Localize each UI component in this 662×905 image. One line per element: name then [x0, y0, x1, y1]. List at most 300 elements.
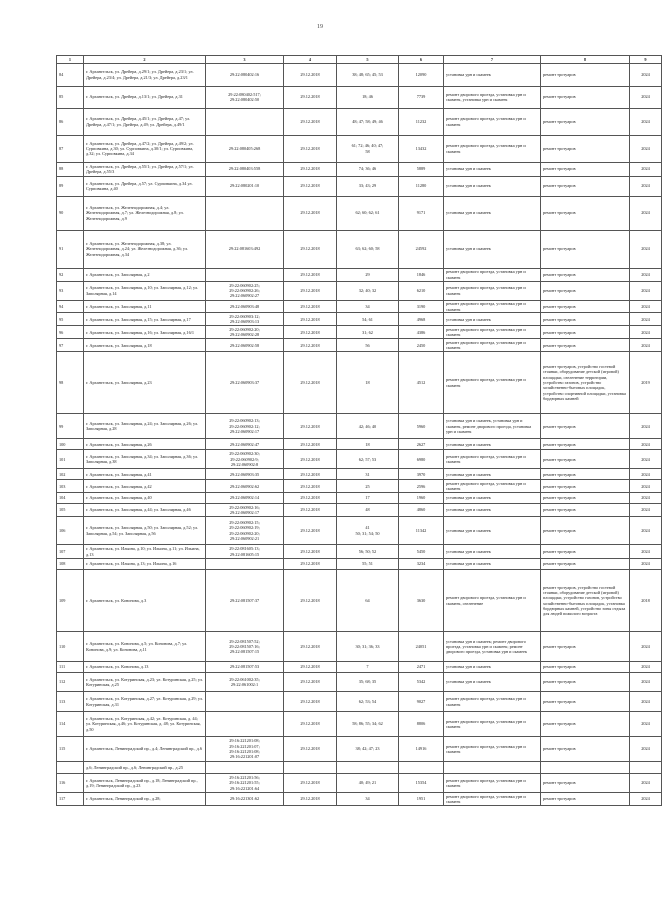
area-cell: 12090: [399, 63, 444, 86]
houses-cell: 62; 53; 54: [337, 692, 399, 712]
houses-cell: 30; 31; 36; 33: [337, 632, 399, 662]
cadastral-number-cell: 29:16:221201:08; 29:16:221201:07; 29:16:221201:08; 29:16:221201:07: [206, 737, 284, 762]
address-cell: г. Архангельск, ул. Дрейера, д.55/1; ул. Дрейера, д.57/1; ул. Дрейера, д.55/3: [84, 162, 206, 176]
houses-cell: 18: [337, 439, 399, 450]
year-cell: 2024: [630, 662, 662, 673]
address-cell: г. Архангельск, Ленинградский пр., д.18; Ленинградский пр., д.19; Ленинградский пр., д.23: [84, 774, 206, 793]
cadastral-number-cell: 29:22:080201:10: [206, 176, 284, 196]
works-description-cell: установка урн и скамеек: [444, 230, 541, 268]
table-row: [57, 339, 662, 352]
header-cell: 8: [541, 56, 630, 64]
additional-works-cell: ремонт тротуаров: [541, 326, 630, 339]
area-cell: 5450: [399, 545, 444, 559]
cadastral-number-cell: 29:22:060902:15; 29:22:060902:19; 29:22:060902:20; 29:22:060902:21: [206, 517, 284, 545]
date-cell: 29.12.2018: [284, 793, 337, 806]
header-cell: 2: [84, 56, 206, 64]
area-cell: 1846: [399, 268, 444, 281]
row-number-cell: 97: [57, 339, 84, 352]
row-number-cell: 86: [57, 108, 84, 135]
cadastral-number-cell: [206, 559, 284, 570]
cadastral-number-cell: 29:22:080403:558: [206, 162, 284, 176]
area-cell: 3970: [399, 469, 444, 480]
date-cell: 29.12.2018: [284, 108, 337, 135]
additional-works-cell: ремонт тротуаров: [541, 108, 630, 135]
table-row: [57, 313, 662, 326]
address-cell: г. Архангельск, ул. Заполярная, д.50; ул. Заполярная, д.52; ул. Заполярная, д.54; ул. Заполярная, д.56: [84, 517, 206, 545]
works-description-cell: установка урн и скамеек: [444, 469, 541, 480]
year-cell: [630, 762, 662, 774]
year-cell: 2024: [630, 414, 662, 439]
row-number-cell: 92: [57, 268, 84, 281]
table-row: [57, 493, 662, 504]
houses-cell: 74; 36; 46: [337, 162, 399, 176]
address-cell: г. Архангельск, ул. Дрейера, д.29/1; ул. Дрейера, д.23/1; ул. Дрейера, д.23/4; ул. Дрейера, д.21/3; ул. Дрейера, д.23/1: [84, 63, 206, 86]
works-description-cell: ремонт дворового проезда, установка урн и скамеек: [444, 774, 541, 793]
cadastral-number-cell: 29:22:060902:58: [206, 339, 284, 352]
works-description-cell: установка урн и скамеек: [444, 493, 541, 504]
row-number-cell: 114: [57, 712, 84, 737]
cadastral-number-cell: [206, 762, 284, 774]
year-cell: 2024: [630, 300, 662, 313]
year-cell: 2024: [630, 63, 662, 86]
houses-cell: 38; 48; 65; 45; 53: [337, 63, 399, 86]
address-cell: г. Архангельск, ул. Кононова, д.13: [84, 662, 206, 673]
year-cell: 2024: [630, 712, 662, 737]
date-cell: 29.12.2018: [284, 162, 337, 176]
cadastral-number-cell: 29:22:081507:52; 29:22:081507:16; 29:22:081507:15: [206, 632, 284, 662]
additional-works-cell: ремонт тротуаров: [541, 230, 630, 268]
date-cell: 29.12.2018: [284, 737, 337, 762]
houses-cell: 18; 46: [337, 86, 399, 108]
area-cell: 6210: [399, 281, 444, 300]
table-row: [57, 281, 662, 300]
works-description-cell: установка урн и скамеек: [444, 673, 541, 692]
row-number-cell: 102: [57, 469, 84, 480]
row-number-cell: 84: [57, 63, 84, 86]
address-cell: г. Архангельск, ул. Заполярная, д.10; ул. Заполярная, д.12; ул. Заполярная, д.14: [84, 281, 206, 300]
cadastral-number-cell: 29:22:081507:37: [206, 570, 284, 632]
area-cell: 2450: [399, 339, 444, 352]
date-cell: 29.12.2018: [284, 414, 337, 439]
table-row: [57, 108, 662, 135]
works-description-cell: ремонт дворового проезда, установка урн и скамеек: [444, 326, 541, 339]
header-cell: 3: [206, 56, 284, 64]
row-number-cell: 87: [57, 135, 84, 162]
address-cell: г. Архангельск, ул. Заполярная, д.24; ул. Заполярная, д.26; ул. Заполярная, д.28: [84, 414, 206, 439]
houses-cell: 32; 40; 32: [337, 281, 399, 300]
year-cell: 2024: [630, 450, 662, 469]
table-row: [57, 414, 662, 439]
houses-cell: 58; 86; 55; 34; 62: [337, 712, 399, 737]
row-number-cell: 89: [57, 176, 84, 196]
area-cell: 2596: [399, 480, 444, 493]
works-description-cell: ремонт дворового проезда, установка урн и скамеек: [444, 268, 541, 281]
cadastral-number-cell: 29:22:080405:268: [206, 135, 284, 162]
cadastral-number-cell: 29:22:060902:16; 29:22:060902:17: [206, 504, 284, 517]
area-cell: 11342: [399, 517, 444, 545]
additional-works-cell: ремонт тротуаров: [541, 545, 630, 559]
area-cell: 11280: [399, 176, 444, 196]
houses-cell: 48; 47; 58; 49; 46: [337, 108, 399, 135]
year-cell: 2024: [630, 326, 662, 339]
row-number-cell: 85: [57, 86, 84, 108]
additional-works-cell: ремонт тротуаров: [541, 737, 630, 762]
year-cell: 2024: [630, 493, 662, 504]
improvement-table: [56, 55, 662, 806]
row-number-cell: 108: [57, 559, 84, 570]
area-cell: 8806: [399, 712, 444, 737]
table-body: [57, 63, 662, 805]
table-row: [57, 86, 662, 108]
table-row: [57, 162, 662, 176]
date-cell: 29.12.2018: [284, 135, 337, 162]
header-cell: 9: [630, 56, 662, 64]
additional-works-cell: ремонт тротуаров: [541, 162, 630, 176]
additional-works-cell: ремонт тротуаров: [541, 793, 630, 806]
works-description-cell: установка урн и скамеек: [444, 63, 541, 86]
date-cell: 29.12.2018: [284, 313, 337, 326]
year-cell: 2024: [630, 737, 662, 762]
additional-works-cell: ремонт тротуаров: [541, 712, 630, 737]
cadastral-number-cell: 29:22:060902:62: [206, 480, 284, 493]
area-cell: 24051: [399, 632, 444, 662]
houses-cell: [337, 762, 399, 774]
cadastral-number-cell: [206, 108, 284, 135]
cadastral-number-cell: 29:22:060902:47: [206, 439, 284, 450]
works-description-cell: ремонт дворового проезда, установка урн и скамеек, установка урн и скамеек: [444, 86, 541, 108]
table-row: [57, 196, 662, 230]
row-number-cell: 107: [57, 545, 84, 559]
header-cell: 6: [399, 56, 444, 64]
date-cell: 29.12.2018: [284, 326, 337, 339]
table-row: [57, 517, 662, 545]
table-row: [57, 692, 662, 712]
address-cell: г. Архангельск, ул. Кононова, д.3: [84, 570, 206, 632]
works-description-cell: ремонт дворового проезда, установка урн и скамеек, озеленение: [444, 570, 541, 632]
table-row: [57, 469, 662, 480]
table-row: [57, 774, 662, 793]
year-cell: 2024: [630, 517, 662, 545]
works-description-cell: ремонт дворового проезда, установка урн и скамеек: [444, 737, 541, 762]
year-cell: 2024: [630, 268, 662, 281]
additional-works-cell: [541, 762, 630, 774]
year-cell: 2024: [630, 135, 662, 162]
area-cell: 3234: [399, 559, 444, 570]
row-number-cell: 113: [57, 692, 84, 712]
row-number-cell: 95: [57, 313, 84, 326]
year-cell: 2024: [630, 774, 662, 793]
table-row: [57, 135, 662, 162]
additional-works-cell: ремонт тротуаров: [541, 774, 630, 793]
cadastral-number-cell: 29:16:221301:62: [206, 793, 284, 806]
page-number: 19: [317, 24, 323, 30]
table-row: [57, 545, 662, 559]
year-cell: 2024: [630, 108, 662, 135]
houses-cell: 54; 61: [337, 313, 399, 326]
date-cell: 29.12.2018: [284, 300, 337, 313]
houses-cell: 34: [337, 793, 399, 806]
houses-cell: 40; 49; 21: [337, 774, 399, 793]
table-row: [57, 326, 662, 339]
additional-works-cell: ремонт тротуаров: [541, 504, 630, 517]
row-number-cell: 101: [57, 450, 84, 469]
table-row: [57, 176, 662, 196]
table-row: [57, 737, 662, 762]
area-cell: 4968: [399, 313, 444, 326]
additional-works-cell: ремонт тротуаров: [541, 632, 630, 662]
additional-works-cell: ремонт тротуаров: [541, 450, 630, 469]
address-cell: г. Архангельск, ул. Заполярная, д.11: [84, 300, 206, 313]
row-number-cell: 105: [57, 504, 84, 517]
cadastral-number-cell: 29:22:080402:16: [206, 63, 284, 86]
table-row: [57, 63, 662, 86]
table-row: [57, 300, 662, 313]
works-description-cell: ремонт дворового проезда, установка урн и скамеек: [444, 712, 541, 737]
date-cell: 29.12.2018: [284, 339, 337, 352]
date-cell: 29.12.2018: [284, 281, 337, 300]
additional-works-cell: ремонт тротуаров: [541, 469, 630, 480]
address-cell: г. Архангельск, ул. Кононова, д.5; ул. Кононова, д.7; ул. Кононова, д.9; ул. Кононова, д.11: [84, 632, 206, 662]
year-cell: 2024: [630, 281, 662, 300]
cadastral-number-cell: 29:22:080402:517; 29:22:080402:50: [206, 86, 284, 108]
houses-cell: 7: [337, 662, 399, 673]
address-cell: г. Архангельск, ул. Котуринская, д.27; ул. Котуринская, д.29; ул. Котуринская, д.31: [84, 692, 206, 712]
area-cell: 4860: [399, 504, 444, 517]
year-cell: 2024: [630, 793, 662, 806]
year-cell: 2024: [630, 162, 662, 176]
date-cell: 29.12.2018: [284, 712, 337, 737]
date-cell: 29.12.2018: [284, 632, 337, 662]
cadastral-number-cell: 29:22:060902:30; 29:22:060902:9; 29:22:060902:8: [206, 450, 284, 469]
address-cell: г. Архангельск, ул. Заполярная, д.15; ул. Заполярная, д.17: [84, 313, 206, 326]
works-description-cell: ремонт дворового проезда, установка урн и скамеек: [444, 793, 541, 806]
address-cell: г. Архангельск, ул. Заполярная, д.2: [84, 268, 206, 281]
date-cell: 29.12.2018: [284, 439, 337, 450]
area-cell: 11232: [399, 108, 444, 135]
cadastral-number-cell: 29:22:060902:25; 29:22:060902:26; 29:22:060902:27: [206, 281, 284, 300]
year-cell: 2024: [630, 196, 662, 230]
row-number-cell: 99: [57, 414, 84, 439]
cadastral-number-cell: 29:22:060903:35: [206, 469, 284, 480]
area-cell: 24592: [399, 230, 444, 268]
date-cell: 29.12.2018: [284, 450, 337, 469]
works-description-cell: установка урн и скамеек, установка урн и скамеек, ремонт дворового проезда, установка урн и скамеек: [444, 414, 541, 439]
works-description-cell: ремонт дворового проезда, установка урн и скамеек: [444, 692, 541, 712]
works-description-cell: ремонт дворового проезда, установка урн и скамеек: [444, 281, 541, 300]
houses-cell: 55; 51: [337, 559, 399, 570]
date-cell: 29.12.2018: [284, 559, 337, 570]
date-cell: [284, 762, 337, 774]
additional-works-cell: ремонт тротуаров: [541, 559, 630, 570]
cadastral-number-cell: 29:16:221201:56; 29:16:221201:55; 29:16:221201:64: [206, 774, 284, 793]
works-description-cell: установка урн и скамеек; ремонт дворового проезда, установка урн и скамеек; ремонт дворового проезда, установка урн и скамеек: [444, 632, 541, 662]
area-cell: 1951: [399, 793, 444, 806]
houses-cell: 18: [337, 352, 399, 414]
area-cell: 4512: [399, 352, 444, 414]
date-cell: 29.12.2018: [284, 673, 337, 692]
houses-cell: 61; 72; 46; 40; 47; 58: [337, 135, 399, 162]
table-row: [57, 793, 662, 806]
address-cell: г. Архангельск, ул. Ильина, д.10; ул. Ильина, д.11; ул. Ильина, д.13: [84, 545, 206, 559]
additional-works-cell: ремонт тротуаров: [541, 176, 630, 196]
works-description-cell: ремонт дворового проезда, установка урн и скамеек: [444, 352, 541, 414]
works-description-cell: [444, 762, 541, 774]
year-cell: 2024: [630, 176, 662, 196]
additional-works-cell: ремонт тротуаров: [541, 300, 630, 313]
address-cell: г. Архангельск, ул. Железнодорожная, д.4; ул. Железнодорожная, д.7; ул. Железнодорожная, д.8; ул. Железнодорожная, д.9: [84, 196, 206, 230]
row-number-cell: 96: [57, 326, 84, 339]
year-cell: 2024: [630, 86, 662, 108]
area-cell: 5960: [399, 414, 444, 439]
area-cell: 5889: [399, 162, 444, 176]
area-cell: 2471: [399, 662, 444, 673]
year-cell: 2024: [630, 313, 662, 326]
cadastral-number-cell: [206, 196, 284, 230]
header-cell: 4: [284, 56, 337, 64]
table-row: [57, 450, 662, 469]
houses-cell: 34: [337, 300, 399, 313]
additional-works-cell: ремонт тротуаров: [541, 662, 630, 673]
address-cell: г. Архангельск, ул. Заполярная, д.42: [84, 480, 206, 493]
date-cell: 29.12.2018: [284, 774, 337, 793]
row-number-cell: 106: [57, 517, 84, 545]
table-row: [57, 352, 662, 414]
date-cell: 29.12.2018: [284, 692, 337, 712]
header-cell: 7: [444, 56, 541, 64]
table-row: [57, 712, 662, 737]
address-cell: д.6; Ленинградский пр., д.6; Ленинградский пр., д.25: [84, 762, 206, 774]
year-cell: 2024: [630, 230, 662, 268]
address-cell: г. Архангельск, ул. Заполярная, д.18: [84, 339, 206, 352]
row-number-cell: 116: [57, 774, 84, 793]
address-cell: г. Архангельск, ул. Дрейера, д.57; ул. Сурповкина, д.34 ул. Сурповкина, д.40: [84, 176, 206, 196]
additional-works-cell: ремонт тротуаров: [541, 339, 630, 352]
cadastral-number-cell: 29:22:060902:20; 29:22:060902:28: [206, 326, 284, 339]
year-cell: 2019: [630, 352, 662, 414]
address-cell: г. Архангельск, ул. Заполярная, д.16; ул. Заполярная, д.16/1: [84, 326, 206, 339]
address-cell: г. Архангельск, Ленинградский пр., д.4; Ленинградский пр., д.6: [84, 737, 206, 762]
houses-cell: 25: [337, 480, 399, 493]
year-cell: 2024: [630, 480, 662, 493]
year-cell: 2024: [630, 632, 662, 662]
address-cell: г. Архангельск, ул. Дрейера, д.47/2; ул. Дрейера, д.49/2; ул. Сурповкина, д.30; ул. Сурповкина, д.30/1; ул. Сурповкина, д.32; ул. Сурповкина, д.34: [84, 135, 206, 162]
cadastral-number-cell: 29:22:081603:492: [206, 230, 284, 268]
table-row: [57, 268, 662, 281]
row-number-cell: 100: [57, 439, 84, 450]
address-cell: г. Архангельск, ул. Заполярная, д.34; ул. Заполярная, д.36; ул. Заполярная, д.38: [84, 450, 206, 469]
area-cell: 4386: [399, 326, 444, 339]
table-row: [57, 504, 662, 517]
row-number-cell: 104: [57, 493, 84, 504]
cadastral-number-cell: 29:22:060903:48: [206, 300, 284, 313]
houses-cell: 31: [337, 469, 399, 480]
year-cell: 2024: [630, 692, 662, 712]
additional-works-cell: ремонт тротуаров, устройство гостевой стоянки, оборудование детской (игровой) площадки, озеленение территории, устройство газонов, устройство хозяйственно-бытовых площадок, устройство спортивной площадки, установка бордюрных камней: [541, 352, 630, 414]
cadastral-number-cell: [206, 712, 284, 737]
area-cell: 13432: [399, 135, 444, 162]
additional-works-cell: ремонт тротуаров: [541, 673, 630, 692]
works-description-cell: ремонт дворового проезда, установка урн и скамеек: [444, 339, 541, 352]
row-number-cell: 111: [57, 662, 84, 673]
row-number-cell: 98: [57, 352, 84, 414]
houses-cell: 62; 60; 62; 61: [337, 196, 399, 230]
additional-works-cell: ремонт тротуаров: [541, 281, 630, 300]
address-cell: г. Архангельск, ул. Котуринская, д.23; ул. Котуринская, д.25; ул. Котуринская, д.25: [84, 673, 206, 692]
date-cell: 29.12.2018: [284, 493, 337, 504]
table-row: [57, 230, 662, 268]
works-description-cell: ремонт дворового проезда, установка урн и скамеек: [444, 108, 541, 135]
houses-cell: 31; 62: [337, 326, 399, 339]
cadastral-number-cell: [206, 692, 284, 712]
address-cell: г. Архангельск, ул. Ильина, д.13; ул. Ильина, д.16: [84, 559, 206, 570]
date-cell: 29.12.2018: [284, 86, 337, 108]
area-cell: 14916: [399, 737, 444, 762]
header-cell: 5: [337, 56, 399, 64]
additional-works-cell: ремонт тротуаров: [541, 196, 630, 230]
date-cell: 29.12.2018: [284, 545, 337, 559]
year-cell: 2024: [630, 545, 662, 559]
row-number-cell: 117: [57, 793, 84, 806]
date-cell: 29.12.2018: [284, 268, 337, 281]
address-cell: г. Архангельск, ул. Дрейера, д.45/1; ул. Дрейера, д.47; ул. Дрейера, д.47/1; ул. Дрейера, д.49; ул. Дрейера, д.49/1: [84, 108, 206, 135]
row-number-cell: [57, 762, 84, 774]
additional-works-cell: ремонт тротуаров: [541, 493, 630, 504]
works-description-cell: установка урн и скамеек: [444, 517, 541, 545]
additional-works-cell: ремонт тротуаров: [541, 86, 630, 108]
works-description-cell: установка урн и скамеек: [444, 176, 541, 196]
works-description-cell: установка урн и скамеек: [444, 545, 541, 559]
date-cell: 29.12.2018: [284, 352, 337, 414]
year-cell: 2024: [630, 339, 662, 352]
additional-works-cell: ремонт тротуаров: [541, 439, 630, 450]
row-number-cell: 112: [57, 673, 84, 692]
address-cell: г. Архангельск, Ленинградский пр., д.28;: [84, 793, 206, 806]
year-cell: 2024: [630, 559, 662, 570]
works-description-cell: установка урн и скамеек: [444, 313, 541, 326]
houses-cell: 56; 50; 52: [337, 545, 399, 559]
additional-works-cell: ремонт тротуаров: [541, 313, 630, 326]
address-cell: г. Архангельск, ул. Заполярная, д.40: [84, 493, 206, 504]
address-cell: г. Архангельск, ул. Железнодорожная, д.38; ул. Железнодорожная, д.24; ул. Железнодорожная, д.36; ул. Железнодорожная, д.34: [84, 230, 206, 268]
additional-works-cell: ремонт тротуаров: [541, 480, 630, 493]
address-cell: г. Архангельск, ул. Заполярная, д.41: [84, 469, 206, 480]
additional-works-cell: ремонт тротуаров: [541, 135, 630, 162]
table-row: [57, 570, 662, 632]
houses-cell: 33; 43; 29: [337, 176, 399, 196]
cadastral-number-cell: 29:22:060903:12; 29:22:060903:13: [206, 313, 284, 326]
works-description-cell: установка урн и скамеек: [444, 162, 541, 176]
area-cell: 9027: [399, 692, 444, 712]
cadastral-number-cell: 29:22:060902:14: [206, 493, 284, 504]
address-cell: г. Архангельск, ул. Котуринская, д.42; ул. Котуринская, д. 44; ул. Котуринская, д.46; ул. Котуринская, д. 48; ул. Котуринская, д.50: [84, 712, 206, 737]
additional-works-cell: ремонт тротуаров: [541, 414, 630, 439]
row-number-cell: 90: [57, 196, 84, 230]
area-cell: 1960: [399, 493, 444, 504]
houses-cell: 42; 46; 40: [337, 414, 399, 439]
address-cell: г. Архангельск, ул. Заполярная, д.44; ул. Заполярная, д.46: [84, 504, 206, 517]
cadastral-number-cell: 29:22:081507:53: [206, 662, 284, 673]
cadastral-number-cell: 29:22:081605:13; 29:22:081605:15: [206, 545, 284, 559]
address-cell: г. Архангельск, ул. Заполярная, д.23: [84, 352, 206, 414]
houses-cell: 38; 42; 47; 23: [337, 737, 399, 762]
year-cell: 2024: [630, 439, 662, 450]
address-cell: г. Архангельск, ул. Дрейера, д.13/1; ул. Дрейера, д.31: [84, 86, 206, 108]
table-row: [57, 439, 662, 450]
date-cell: 29.12.2018: [284, 570, 337, 632]
area-cell: 7739: [399, 86, 444, 108]
table-header-row: [57, 56, 662, 64]
date-cell: 29.12.2018: [284, 517, 337, 545]
